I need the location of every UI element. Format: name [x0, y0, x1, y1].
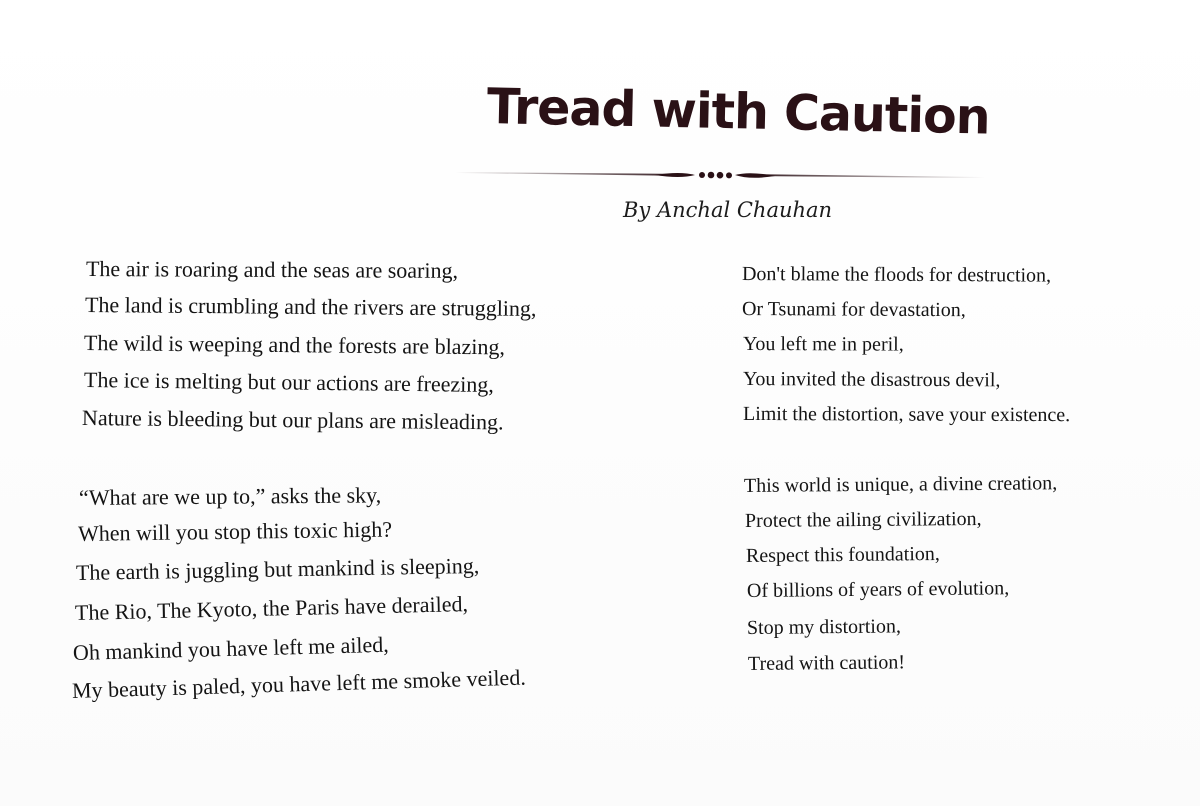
poem-line: The earth is juggling but mankind is sleeping,	[75, 552, 480, 585]
poem-line: You left me in peril,	[742, 333, 904, 356]
poem-line: Limit the distortion, save your existence.	[742, 403, 1071, 427]
poem-line: The Rio, The Kyoto, the Paris have derailed,	[74, 591, 469, 625]
poem-line: The ice is melting but our actions are freezing,	[83, 367, 495, 398]
poem-line: Of billions of years of evolution,	[746, 577, 1010, 602]
poem-byline: By Anchal Chauhan	[623, 198, 833, 222]
poem-line: Stop my distortion,	[746, 615, 902, 639]
poem-line: This world is unique, a divine creation,	[743, 472, 1058, 497]
ornamental-divider	[455, 160, 985, 188]
poem-line: The wild is weeping and the forests are blazing,	[83, 330, 506, 360]
poem-line: Or Tsunami for devastation,	[741, 298, 966, 322]
poem-line: “What are we up to,” asks the sky,	[78, 482, 382, 510]
poem-line: Don't blame the floods for destruction,	[741, 263, 1052, 287]
poem-line: My beauty is paled, you have left me smoke veiled.	[71, 664, 527, 703]
poem-line: Nature is bleeding but our plans are misleading.	[81, 405, 504, 435]
poem-line: You invited the disastrous devil,	[742, 368, 1001, 392]
poem-line: Protect the ailing civilization,	[744, 507, 982, 532]
poem-line: Oh mankind you have left me ailed,	[72, 631, 390, 665]
poem-line: When will you stop this toxic high?	[77, 516, 393, 546]
poem-line: Respect this foundation,	[745, 542, 940, 567]
poem-line: The air is roaring and the seas are soaring,	[85, 256, 459, 283]
poem-line: Tread with caution!	[747, 651, 906, 675]
poem-line: The land is crumbling and the rivers are struggling,	[84, 292, 537, 321]
poem-title: Tread with Caution	[486, 78, 991, 146]
